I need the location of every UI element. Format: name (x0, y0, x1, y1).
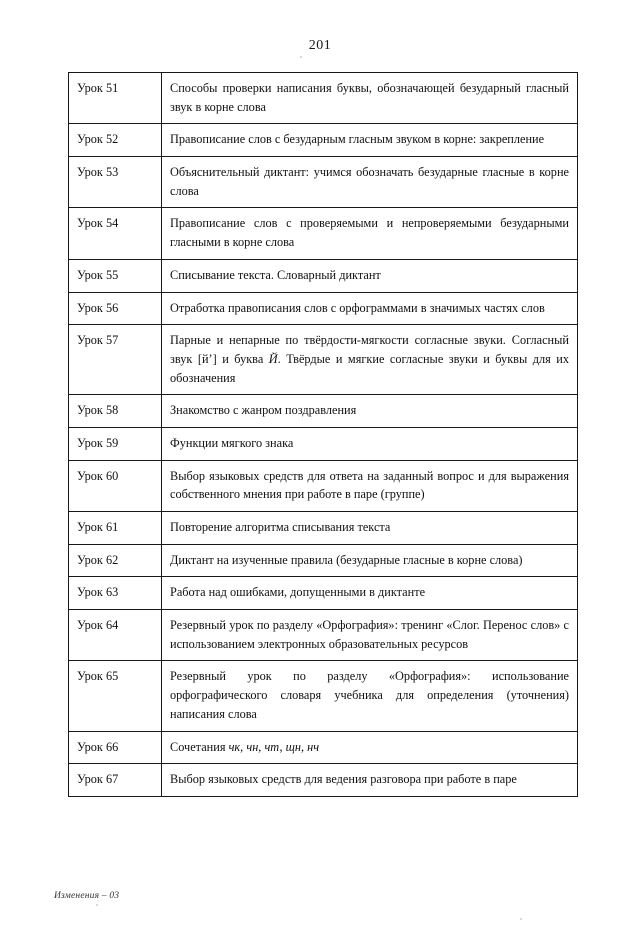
lesson-text-cell: Правописание слов с проверяемыми и непроверяемыми безударными гласными в корне слова (162, 208, 578, 259)
table-row (69, 610, 578, 661)
lesson-text-cell (162, 731, 578, 764)
lesson-id-cell: Урок 62 (69, 544, 162, 577)
footer-note: Изменения – 03 (54, 891, 120, 901)
lesson-text-cell: Парные и непарные по твёрдости-мягкости согласные звуки. Согласный звук [й’] и буква Й. Твёрдые и мягкие согласные звуки и буквы для их обозначения (162, 325, 578, 395)
table-row (69, 292, 578, 325)
lesson-id-cell: Урок 59 (69, 427, 162, 460)
lesson-id-cell: Урок 64 (69, 610, 162, 661)
lesson-text-cell: Объяснительный диктант: учимся обозначать безударные гласные в корне слова (162, 157, 578, 208)
lesson-id-cell: Урок 56 (69, 292, 162, 325)
table-row (69, 460, 578, 511)
lesson-text-cell: Выбор языковых средств для ответа на заданный вопрос и для выражения собственного мнения при работе в паре (группе) (162, 460, 578, 511)
page-number: 201 (308, 38, 332, 53)
lessons-table-body (69, 73, 578, 797)
table-row (69, 544, 578, 577)
table-row (69, 73, 578, 124)
lessons-table-container (68, 72, 578, 797)
table-row (69, 325, 578, 395)
table-row (69, 124, 578, 157)
lesson-id-cell: Урок 52 (69, 124, 162, 157)
lesson-id-cell: Урок 61 (69, 512, 162, 545)
lesson-text-cell: Повторение алгоритма списывания текста (162, 512, 578, 545)
lesson-id-cell: Урок 65 (69, 661, 162, 731)
table-row (69, 577, 578, 610)
lesson-id-cell: Урок 67 (69, 764, 162, 797)
lesson-id-cell: Урок 54 (69, 208, 162, 259)
letter-glyph: Й (268, 351, 278, 366)
lesson-text-cell: Списывание текста. Словарный диктант (162, 259, 578, 292)
table-row (69, 731, 578, 764)
lesson-id-cell: Урок 51 (69, 73, 162, 124)
lesson-id-cell: Урок 57 (69, 325, 162, 395)
lesson-text-cell: Знакомство с жанром поздравления (162, 395, 578, 428)
lesson-id-cell: Урок 63 (69, 577, 162, 610)
lesson-id-cell: Урок 55 (69, 259, 162, 292)
table-row (69, 395, 578, 428)
table-row (69, 208, 578, 259)
lesson-text-cell: Способы проверки написания буквы, обозначающей безударный гласный звук в корне слова (162, 73, 578, 124)
lesson-text-cell: Работа над ошибками, допущенными в диктанте (162, 577, 578, 610)
table-row (69, 512, 578, 545)
lessons-table (68, 72, 578, 797)
lesson-text-cell: Резервный урок по разделу «Орфография»: использование орфографического словаря учебника для определения (уточнения) написания слова (162, 661, 578, 731)
scan-speck (96, 904, 98, 906)
lesson-text-plain: Сочетания (170, 739, 229, 754)
table-row (69, 157, 578, 208)
lesson-text-cell: Выбор языковых средств для ведения разговора при работе в паре (162, 764, 578, 797)
lesson-id-cell: Урок 53 (69, 157, 162, 208)
document-page (0, 38, 640, 943)
lesson-text-cell: Функции мягкого знака (162, 427, 578, 460)
lesson-text-cell: Диктант на изученные правила (безударные гласные в корне слова) (162, 544, 578, 577)
scan-speck (300, 56, 302, 58)
lesson-id-cell: Урок 60 (69, 460, 162, 511)
lesson-text-cell: Правописание слов с безударным гласным звуком в корне: закрепление (162, 124, 578, 157)
table-row (69, 764, 578, 797)
table-row (69, 259, 578, 292)
table-row (69, 427, 578, 460)
lesson-id-cell: Урок 66 (69, 731, 162, 764)
lesson-text-cell: Резервный урок по разделу «Орфография»: тренинг «Слог. Перенос слов» с использованием электронных образовательных ресурсов (162, 610, 578, 661)
lesson-text-italic: чк, чн, чт, щн, нч (228, 739, 320, 754)
scan-speck (520, 918, 522, 920)
lesson-text-cell: Отработка правописания слов с орфограммами в значимых частях слов (162, 292, 578, 325)
table-row (69, 661, 578, 731)
lesson-id-cell: Урок 58 (69, 395, 162, 428)
